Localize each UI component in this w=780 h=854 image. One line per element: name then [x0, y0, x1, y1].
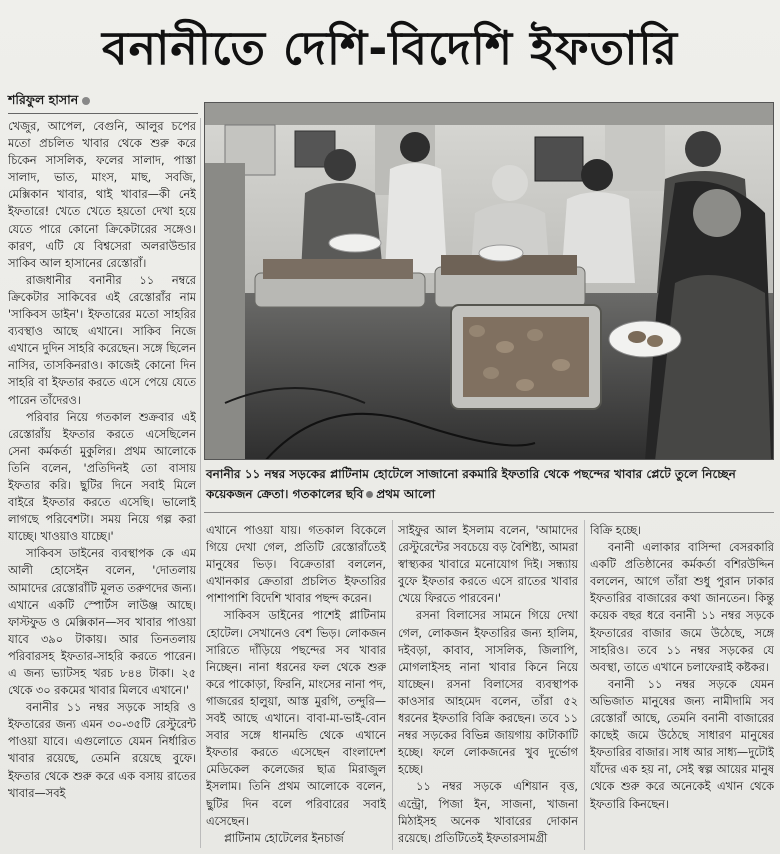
- paragraph: বনানী ১১ নম্বর সড়কে যেমন অভিজাত মানুষের জন্য নামীদামি সব রেস্তোরাঁ আছে, তেমনি বনানী বাজারের কাছেই জমে উঠেছে সাধারণ মানুষের ইফতারির বাজার। সাধ আর সাধ্য—দুটোই যাঁদের এক হয় না, সেই স্বল্প আয়ের মানুষ থেকে শুরু করে অনেকেই এখান থেকে ইফতারি কিনছেন।: [590, 677, 774, 811]
- byline-divider: [8, 113, 198, 114]
- paragraph: বনানী এলাকার বাসিন্দা বেসরকারি একটি প্রতিষ্ঠানের কর্মকর্তা বশিরউদ্দিন বললেন, আগে তাঁরা শুধু পুরান ঢাকার ইফতারির বাজারের কথা জানতেন। কিন্তু কয়েক বছর ধরে বনানী ১১ নম্বর সড়কে ইফতারের বাজার জমে উঠেছে, সঙ্গে সাহরিও। তবে ১১ নম্বর সড়কের যে অবস্থা, তাতে এখানে চলাফেরাই কষ্টকর।: [590, 541, 774, 674]
- paragraph: ১১ নম্বর সড়কে এশিয়ান বৃত্ত, এন্ট্রো, পিজা ইন, সাজনা, খাজনা মিঠাইসহ অনেক খাবারের দোকান রয়েছে। প্রতিটিতেই ইফতারসামগ্রী: [398, 780, 578, 845]
- headline: বনানীতে দেশি-বিদেশি ইফতারি: [102, 21, 678, 75]
- column-divider: [200, 118, 201, 848]
- article-column-3: [398, 522, 578, 854]
- paragraph: বিক্রি হচ্ছে।: [590, 524, 641, 537]
- photo-caption: [206, 464, 774, 504]
- author-name: শরিফুল হাসান: [8, 92, 79, 107]
- caption-dot-icon: [366, 491, 373, 498]
- byline-dot-icon: [82, 97, 90, 105]
- paragraph: সাকিবস ডাইনের পাশেই প্লাটিনাম হোটেল। সেখানেও বেশ ভিড়। লোকজন সারিতে দাঁড়িয়ে পছন্দের সব খাবার নিচ্ছেন। নানা ধরনের ফল থেকে শুরু করে পাকোড়া, ফিরনি, মাংসের নানা পদ, গাজরের হালুয়া, আস্ত মুরগি, তন্দুরি—সবই আছে এখানে। বাবা-মা-ভাই-বোন সবার সঙ্গে ধানমন্ডি থেকে এখানে ইফতার করতে এসেছেন বাংলাদেশ মেডিকেল কলেজের ছাত্র মিরাজুল ইসলাম। তিনি প্রথম আলোকে বলেন, ছুটির দিন বলে পরিবারের সবাই এসেছেন।: [206, 609, 386, 828]
- paragraph: সাইফুর আল ইসলাম বলেন, 'আমাদের রেস্টুরেন্টের সবচেয়ে বড় বৈশিষ্ট্য, আমরা স্বাস্থ্যকর খাবারে মনোযোগ দিই। সন্ধ্যায় বুফে ইফতার করতে এসে রাতের খাবার খেয়ে ফিরতে পারবেন।': [398, 524, 578, 606]
- article-column-1: [8, 118, 196, 854]
- column-divider: [392, 520, 393, 850]
- paragraph: খেজুর, আপেল, বেগুনি, আলুর চপের মতো প্রচলিত খাবার থেকে শুরু করে চিকেন সাসলিক, ফলের সালাদ, পাস্তা সালাদ, ভাত, মাংস, মাছ, সবজি, মেক্সিকান খাবার, থাই খাবার—কী নেই ইফতারে! খেতে খেতে হয়তো দেখা হয়ে যেতে পারে কোনো ক্রিকেটারের সঙ্গেও। কারণ, এটি যে বিশ্বসেরা অলরাউন্ডার সাকিব আল হাসানের রেস্তোরাঁ।: [8, 120, 196, 270]
- article-column-2: [206, 522, 386, 854]
- photo-credit: প্রথম আলো: [376, 487, 436, 501]
- photo-illustration: [205, 103, 774, 460]
- caption-text: বনানীর ১১ নম্বর সড়কের প্লাটিনাম হোটেলে সাজানো রকমারি ইফতারি থেকে পছন্দের খাবার প্লেটে তুলে নিচ্ছেন কয়েকজন ক্রেতা। গতকালের ছবি: [206, 467, 736, 501]
- iftar-buffet-photo: [204, 102, 774, 460]
- paragraph: রাজধানীর বনানীর ১১ নম্বরে ক্রিকেটার সাকিবের এই রেস্তোরাঁর নাম 'সাকিবস ডাইন'। ইফতারের মতো সাহরির ব্যবস্থাও আছে এখানে। সাকিব নিজে এখানে দুদিন সাহরি করেছেন। সঙ্গে ছিলেন নাসির, তাসকিনরাও। কাজেই কোনো দিন সাহরি বা ইফতার করতে এসে পেয়ে যেতে পারেন তাঁদেরও।: [8, 273, 196, 407]
- byline: [8, 92, 90, 112]
- article-column-4: [590, 522, 774, 854]
- paragraph: এখানে পাওয়া যায়। গতকাল বিকেলে গিয়ে দেখা গেল, প্রতিটি রেস্তোরাঁতেই মানুষের ভিড়। বিক্রেতারা বললেন, এখানকার ক্রেতারা প্রচলিত ইফতারির পাশাপাশি বিদেশি খাবার পছন্দ করেন।: [206, 524, 386, 606]
- caption-divider: [204, 512, 774, 513]
- column-divider: [584, 520, 585, 850]
- paragraph: পরিবার নিয়ে গতকাল শুক্রবার এই রেস্তোরাঁয় ইফতার করতে এসেছিলেন সেনা কর্মকর্তা মুকুলির। প্রথম আলোকে তিনি বলেন, 'প্রতিদিনই তো বাসায় ইফতার করি। ছুটির দিনে সবাই মিলে বাইরে ইফতার করতে এসেছি। ভালোই লাগছে পরিবেশটা। সময় নিয়ে গল্প করা যাচ্ছে। খাওয়াও যাচ্ছে।': [8, 410, 196, 544]
- paragraph: রসনা বিলাসের সামনে গিয়ে দেখা গেল, লোকজন ইফতারির জন্য হালিম, দইবড়া, কাবাব, সাসলিক, জিলাপি, মোগলাইসহ নানা খাবার কিনে নিয়ে যাচ্ছেন। রসনা বিলাসের ব্যবস্থাপক কাওসার আহমেদ বলেন, তাঁরা ৫২ ধরনের ইফতারি বিক্রি করছেন। তবে ১১ নম্বর সড়কের বিভিন্ন জায়গায় কাটাকাটি হচ্ছে। ফলে লোকজনের খুব দুর্ভোগ হচ্ছে।: [398, 609, 578, 777]
- paragraph: সাকিবস ডাইনের ব্যবস্থাপক কে এম আলী হোসেইন বলেন, 'দোতলায় আমাদের রেস্তোরাঁটি মূলত তরুণদের জন্য। এখানে একটি স্পোর্টস লাউঞ্জ আছে। ফাস্টফুড ও মেক্সিকান—সব খাবার পাওয়া যাবে ৩৯০ টাকায়। আর তিনতলায় পরিবারসহ ইফতার-সাহরি করতে পারেন। এ জন্য ভ্যাটসহ খরচ ৮৪৪ টাকা। ২৫ থেকে ৩০ রকমের খাবার মিলবে এখানে।': [8, 547, 196, 698]
- paragraph: বনানীর ১১ নম্বর সড়কে সাহরি ও ইফতারের জন্য এমন ৩০-৩৫টি রেস্টুরেন্ট পাওয়া যাবে। এগুলোতে যেমন নির্ধারিত খাবার রয়েছে, তেমনি রয়েছে বুফে। ইফতার থেকে শুরু করে এক বসায় রাতের খাবার—সবই: [8, 701, 196, 800]
- paragraph: প্লাটিনাম হোটেলের ইনচার্জ: [224, 831, 344, 845]
